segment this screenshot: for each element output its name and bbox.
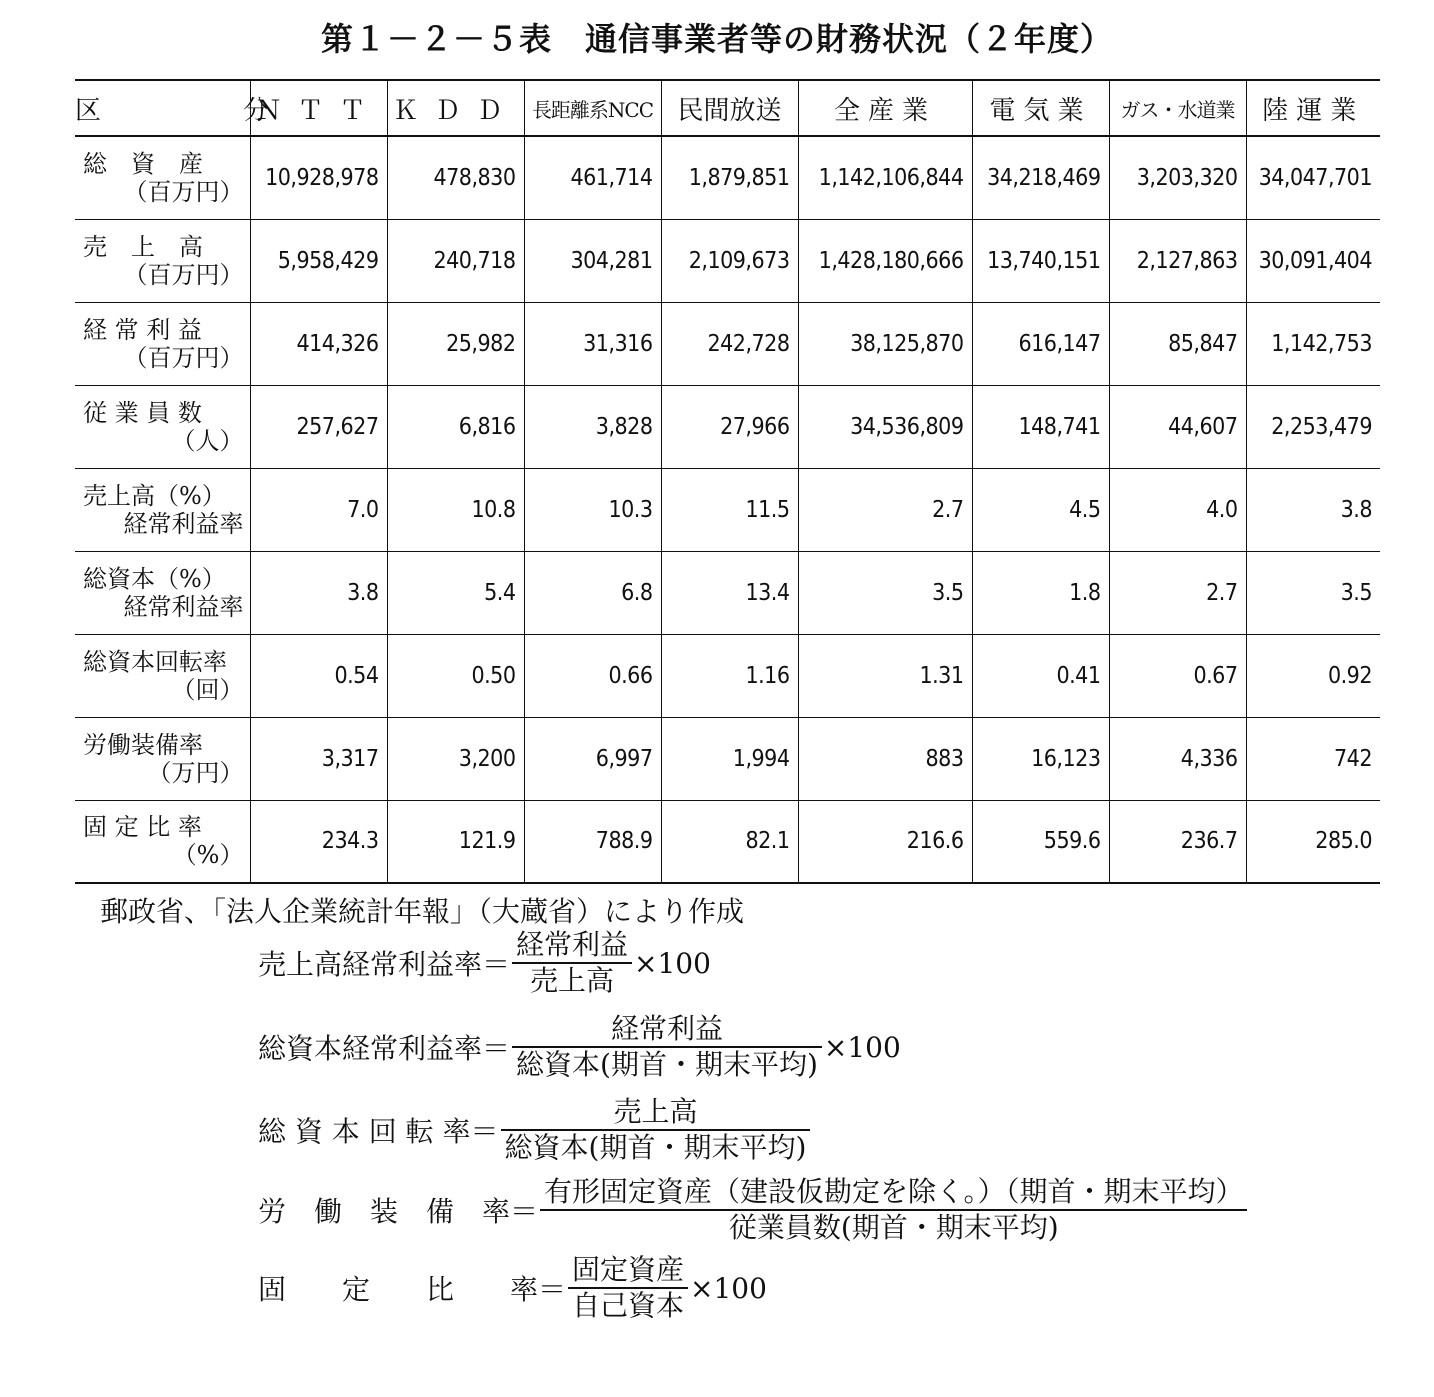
fraction	[512, 928, 632, 998]
row-unit: （%）	[172, 841, 244, 870]
table-cell: 2,127,863	[1109, 219, 1246, 302]
fraction	[512, 1012, 822, 1082]
table-cell: 4.5	[972, 468, 1109, 551]
column-header: 長距離系NCC	[524, 80, 661, 136]
row-unit: （百万円）	[123, 343, 244, 372]
row-header	[75, 136, 250, 219]
table-row	[75, 551, 1380, 634]
row-label: 従 業 員 数	[83, 398, 202, 427]
table-cell: 2.7	[1109, 551, 1246, 634]
table-cell: 742	[1246, 717, 1380, 800]
row-unit: （回）	[171, 675, 244, 704]
row-header	[75, 219, 250, 302]
table-cell: 1,142,753	[1246, 302, 1380, 385]
multiplier: ×100	[823, 1030, 901, 1064]
table-cell: 3.5	[1246, 551, 1380, 634]
row-header	[75, 551, 250, 634]
table-cell: 414,326	[250, 302, 387, 385]
row-label: 総資本（%）	[83, 564, 226, 593]
table-cell: 34,218,469	[972, 136, 1109, 219]
row-unit: 経常利益率	[123, 592, 244, 621]
row-unit: 経常利益率	[123, 509, 244, 538]
row-unit: （人）	[171, 426, 244, 455]
formula	[258, 1175, 1249, 1245]
table-cell: 3,200	[387, 717, 524, 800]
table-cell: 1,994	[661, 717, 798, 800]
numerator: 売上高	[613, 1095, 698, 1128]
table-cell: 31,316	[524, 302, 661, 385]
row-header	[75, 717, 250, 800]
row-unit: （百万円）	[123, 260, 244, 289]
table-cell: 38,125,870	[798, 302, 972, 385]
table-cell: 2.7	[798, 468, 972, 551]
table-cell: 1.16	[661, 634, 798, 717]
row-label: 固 定 比 率	[83, 813, 202, 842]
denominator: 従業員数(期首・期末平均)	[728, 1211, 1059, 1244]
column-header: ＫＤＤ	[387, 80, 524, 136]
numerator: 経常利益	[516, 928, 629, 961]
formula	[258, 928, 711, 998]
formula-lhs: 固 定 比 率＝	[258, 1273, 567, 1306]
formula	[258, 1095, 812, 1165]
row-label: 経 常 利 益	[83, 315, 202, 344]
table-cell: 82.1	[661, 800, 798, 883]
table-cell: 304,281	[524, 219, 661, 302]
formula-lhs: 総資本経常利益率＝	[258, 1032, 511, 1065]
table-row	[75, 717, 1380, 800]
source-note: 郵政省、「法人企業統計年報」（大蔵省）により作成	[100, 895, 745, 928]
table-cell: 1,428,180,666	[798, 219, 972, 302]
table-row	[75, 302, 1380, 385]
fraction	[501, 1095, 811, 1165]
multiplier: ×100	[690, 1271, 767, 1305]
table-cell: 85,847	[1109, 302, 1246, 385]
fraction	[568, 1253, 688, 1323]
column-header: 電気業	[972, 80, 1109, 136]
numerator: 有形固定資産（建設仮勘定を除く。）（期首・期末平均）	[544, 1175, 1244, 1208]
denominator: 総資本(期首・期末平均)	[504, 1131, 807, 1164]
table-cell: 1.8	[972, 551, 1109, 634]
formula-lhs: 売上高経常利益率＝	[258, 948, 511, 981]
table-cell: 1,142,106,844	[798, 136, 972, 219]
table-row	[75, 136, 1380, 219]
table-cell: 34,536,809	[798, 385, 972, 468]
table-cell: 148,741	[972, 385, 1109, 468]
table-cell: 478,830	[387, 136, 524, 219]
row-label: 売 上 高	[83, 232, 203, 261]
table-cell: 6,816	[387, 385, 524, 468]
numerator: 経常利益	[610, 1012, 723, 1045]
table-row	[75, 800, 1380, 883]
column-header: 陸運業	[1246, 80, 1380, 136]
column-header: ガス・水道業	[1109, 80, 1246, 136]
table-cell: 3.8	[1246, 468, 1380, 551]
table-cell: 0.66	[524, 634, 661, 717]
table-cell: 3,317	[250, 717, 387, 800]
table-cell: 0.92	[1246, 634, 1380, 717]
row-header	[75, 385, 250, 468]
column-header: 民間放送	[661, 80, 798, 136]
table-cell: 242,728	[661, 302, 798, 385]
table-cell: 559.6	[972, 800, 1109, 883]
table-row	[75, 219, 1380, 302]
table-cell: 1.31	[798, 634, 972, 717]
table-cell: 0.41	[972, 634, 1109, 717]
header-row	[75, 80, 1380, 136]
fraction	[540, 1175, 1247, 1245]
table-cell: 11.5	[661, 468, 798, 551]
denominator: 自己資本	[572, 1289, 685, 1322]
table-cell: 2,253,479	[1246, 385, 1380, 468]
table-cell: 461,714	[524, 136, 661, 219]
row-label: 総 資 産	[83, 149, 203, 178]
formula-lhs: 労 働 装 備 率＝	[258, 1195, 539, 1228]
row-unit: （百万円）	[123, 177, 244, 206]
table-row	[75, 634, 1380, 717]
table-cell: 236.7	[1109, 800, 1246, 883]
row-label: 売上高（%）	[83, 481, 226, 510]
denominator: 売上高	[530, 964, 615, 997]
table-cell: 34,047,701	[1246, 136, 1380, 219]
column-header: ＮＴＴ	[250, 80, 387, 136]
table-cell: 3.8	[250, 551, 387, 634]
table-cell: 6,997	[524, 717, 661, 800]
table-cell: 121.9	[387, 800, 524, 883]
table-cell: 30,091,404	[1246, 219, 1380, 302]
table-cell: 27,966	[661, 385, 798, 468]
financial-table	[75, 79, 1380, 884]
table-cell: 234.3	[250, 800, 387, 883]
denominator: 総資本(期首・期末平均)	[516, 1048, 818, 1081]
formula	[258, 1253, 767, 1323]
row-header	[75, 634, 250, 717]
table-cell: 216.6	[798, 800, 972, 883]
formula-lhs: 総 資 本 回 転 率＝	[258, 1115, 499, 1148]
row-header	[75, 800, 250, 883]
table-row	[75, 385, 1380, 468]
table-cell: 616,147	[972, 302, 1109, 385]
table-cell: 13.4	[661, 551, 798, 634]
table-cell: 4,336	[1109, 717, 1246, 800]
table-cell: 1,879,851	[661, 136, 798, 219]
table-cell: 3,828	[524, 385, 661, 468]
table-cell: 7.0	[250, 468, 387, 551]
row-label: 労働装備率	[83, 730, 203, 759]
table-cell: 10.3	[524, 468, 661, 551]
table-cell: 0.67	[1109, 634, 1246, 717]
table-cell: 2,109,673	[661, 219, 798, 302]
table-title: 第１－２－５表 通信事業者等の財務状況（２年度）	[320, 20, 1113, 58]
table-cell: 10.8	[387, 468, 524, 551]
multiplier: ×100	[634, 946, 711, 980]
table-cell: 5.4	[387, 551, 524, 634]
table-row	[75, 468, 1380, 551]
table-cell: 240,718	[387, 219, 524, 302]
table-cell: 4.0	[1109, 468, 1246, 551]
numerator: 固定資産	[572, 1253, 685, 1286]
table-cell: 257,627	[250, 385, 387, 468]
row-header	[75, 302, 250, 385]
row-unit: （万円）	[147, 758, 244, 787]
table-cell: 6.8	[524, 551, 661, 634]
column-header: 全産業	[798, 80, 972, 136]
table-cell: 285.0	[1246, 800, 1380, 883]
table-cell: 5,958,429	[250, 219, 387, 302]
row-header	[75, 468, 250, 551]
table-cell: 13,740,151	[972, 219, 1109, 302]
table-cell: 3,203,320	[1109, 136, 1246, 219]
table-cell: 44,607	[1109, 385, 1246, 468]
formula	[258, 1012, 901, 1082]
table-cell: 16,123	[972, 717, 1109, 800]
table-cell: 788.9	[524, 800, 661, 883]
table-cell: 25,982	[387, 302, 524, 385]
table-cell: 3.5	[798, 551, 972, 634]
table-cell: 10,928,978	[250, 136, 387, 219]
table-cell: 0.54	[250, 634, 387, 717]
row-label: 総資本回転率	[83, 647, 227, 676]
table-cell: 0.50	[387, 634, 524, 717]
column-header: 区 分	[75, 80, 250, 136]
table-cell: 883	[798, 717, 972, 800]
